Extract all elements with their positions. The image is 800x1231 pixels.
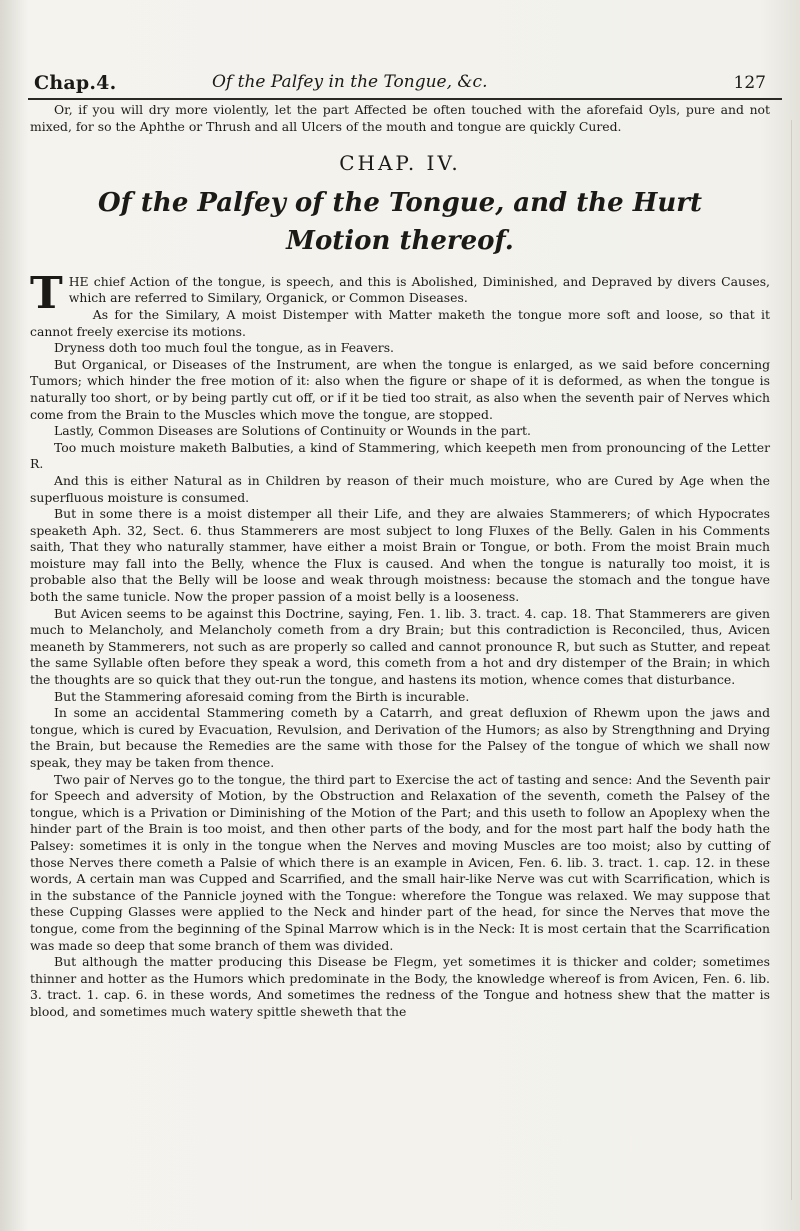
running-header <box>34 70 770 96</box>
paragraph-7: And this is either Natural as in Children by reason of their much moisture, who are Cured by Age when the superfluous moisture is consumed. <box>30 472 770 505</box>
paragraph-1-text: HE chief Action of the tongue, is speech, and this is Abolished, Diminished, and Depraved by divers Causes, which are referred to Similary, Organick, or Common Diseases. <box>68 273 770 306</box>
page-body <box>30 102 770 1021</box>
drop-cap: T <box>30 267 63 319</box>
header-rule <box>28 98 782 100</box>
paragraph-3: Dryness doth too much foul the tongue, as in Feavers. <box>54 340 394 356</box>
page-edge-shadow <box>791 120 792 1200</box>
paragraph-2: As for the Similary, A moist Distemper with Matter maketh the tongue more soft and loose, so that it cannot freely exercise its motions. <box>30 306 770 339</box>
paragraph-13: But although the matter producing this Disease be Flegm, yet sometimes it is thicker and colder; sometimes thinner and hotter as the Humors which predominate in the Body, the knowledge whereof is from Avicen, Fen. 6. lib. 3. tract. 1. cap. 6. in these words, And sometimes the redness of the Tongue and hotness shew that the matter is blood, and sometimes much watery spittle sheweth that the <box>30 954 770 1019</box>
paragraph-1 <box>30 267 770 319</box>
chapter-title-line-1: Of the Palfey of the Tongue, and the Hurt <box>98 187 702 218</box>
paragraph-4: But Organical, or Diseases of the Instrument, are when the tongue is enlarged, as we said before concerning Tumors; which hinder the free motion of it: also when the figure or shape of it is deformed, as when the tongue is naturally too short, or by being partly cut off, or if it be tied too strait, as also when the seventh pair of Nerves which come from the Brain to the Muscles which move the tongue, are stopped. <box>30 356 770 422</box>
paragraph-11: In some an accidental Stammering cometh by a Catarrh, and great defluxion of Rhewm upon the jaws and tongue, which is cured by Evacuation, Revulsion, and Derivation of the Humors; as also by Strengthning and Drying the Brain, but because the Remedies are the same with those for the Palsey of the tongue of which we shall now speak, they may be taken from thence. <box>30 705 770 770</box>
paragraph-6: Too much moisture maketh Balbuties, a kind of Stammering, which keepeth men from pronouncing of the Letter R. <box>30 439 770 472</box>
paragraph-12: Two pair of Nerves go to the tongue, the third part to Exercise the act of tasting and sence: And the Seventh pair for Speech and adversity of Motion, by the Obstruction and Relaxation of the seventh, cometh the Palsey of the tongue, which is a Privation or Diminishing of the Motion of the Part; and this useth to follow an Apoplexy when the hinder part of the Brain is too moist, and then other parts of the body, and for the most part half the body hath the Palsey: sometimes it is only in the tongue when the Nerves and moving Muscles are too moist; also by cutting of those Nerves there cometh a Palsie of which there is an example in Avicen, Fen. 6. lib. 3. tract. 1. cap. 12. in these words, A certain man was Cupped and Scarrified, and the small hair-like Nerve was cut with Scarrification, which is in the substance of the Pannicle joyned with the Tongue: wherefore the Tongue was relaxed. We may suppose that these Cupping Glasses were applied to the Neck and hinder part of the head, for since the Nerves that move the tongue, come from the beginning of the Spinal Marrow which is in the Neck: It is most certain that the Scarrification was made so deep that some branch of them was divided. <box>30 771 770 953</box>
chapter-heading: CHAP. IV. <box>339 151 461 176</box>
chapter-title-line-2: Motion thereof. <box>286 225 514 256</box>
intro-paragraph: Or, if you will dry more violently, let the part Affected be often touched with the aforefaid Oyls, pure and not mixed, for so the Aphthe or Thrush and all Ulcers of the mouth and tongue are quickly Cured. <box>30 102 770 134</box>
chapter-label: Chap.4. <box>34 72 117 94</box>
paragraph-9: But Avicen seems to be against this Doctrine, saying, Fen. 1. lib. 3. tract. 4. cap. 18. That Stammerers are given much to Melancholy, and Melancholy cometh from a dry Brain; but this contradiction is Reconciled, thus, Avicen meaneth by Stammerers, not such as are properly so called and cannot pronounce R, but such as Stutter, and repeat the same Syllable often before they speak a word, this cometh from a hot and dry distemper of the Brain; in which the thoughts are so quick that they out-run the tongue, and hastens its motion, whence comes that disturbance. <box>30 605 770 688</box>
paragraph-8: But in some there is a moist distemper all their Life, and they are alwaies Stammerers; of which Hypocrates speaketh Aph. 32, Sect. 6. thus Stammerers are most subject to long Fluxes of the Belly. Galen in his Comments saith, That they who naturally stammer, have either a moist Brain or Tongue, or both. From the moist Brain much moisture may fall into the Belly, whence the Flux is caused. And when the tongue is naturally too moist, it is probable also that the Belly will be loose and weak through moistness: because the stomach and the tongue have both the same tunicle. Now the proper passion of a moist belly is a looseness. <box>30 506 770 605</box>
running-title: Of the Palfey in the Tongue, &c. <box>212 72 488 92</box>
paragraph-10: But the Stammering aforesaid coming from the Birth is incurable. <box>54 688 470 704</box>
chapter-title <box>30 184 770 260</box>
page-number: 127 <box>733 73 766 93</box>
paragraph-5: Lastly, Common Diseases are Solutions of Continuity or Wounds in the part. <box>54 423 531 439</box>
